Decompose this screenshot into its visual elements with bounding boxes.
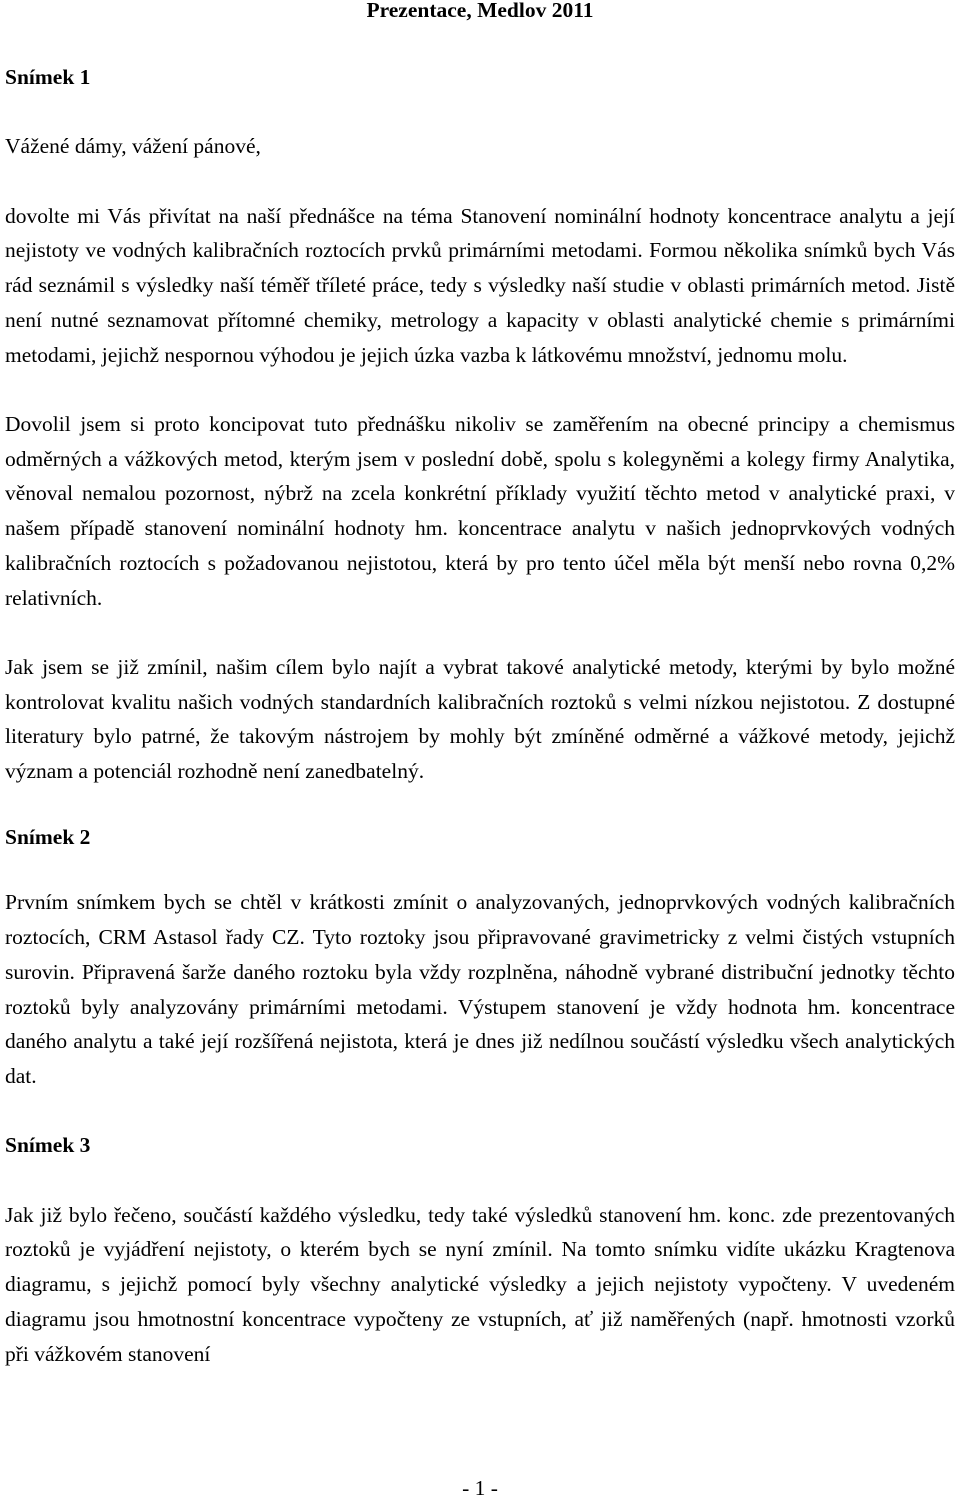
document-title: Prezentace, Medlov 2011: [366, 0, 594, 22]
section-heading-snimek-3: Snímek 3: [5, 1133, 91, 1158]
document-body: [5, 60, 955, 1371]
greeting-line: Vážené dámy, vážení pánové,: [5, 134, 261, 159]
paragraph-goal: Jak jsem se již zmínil, našim cílem bylo najít a vybrat takové analytické metody, kterými by bylo možné kontrolovat kvalitu našich vodných standardních kalibračních roztoků s velmi nízkou nejistotou. Z dostupné literatury bylo patrné, že takovým nástrojem by mohly být zmíněné odměrné a vážkové metody, jejichž význam a potenciál rozhodně není zanedbatelný.: [5, 654, 955, 783]
paragraph-focus: Dovolil jsem si proto koncipovat tuto přednášku nikoliv se zaměřením na obecné principy a chemismus odměrných a vážkových metod, kterým jsem v poslední době, spolu s kolegyněmi a kolegy firmy Analytika, věnoval nemalou pozornost, nýbrž na zcela konkrétní příklady využití těchto metod v analytické praxi, v našem případě stanovení nominální hodnoty hm. koncentrace analytu v našich jednoprvkových vodných kalibračních roztocích s požadovanou nejistotou, která by pro tento účel měla být menší nebo rovna 0,2% relativních.: [5, 411, 955, 610]
page-number: - 1 -: [462, 1476, 498, 1500]
paragraph-slide-2: Prvním snímkem bych se chtěl v krátkosti zmínit o analyzovaných, jednoprvkových vodných kalibračních roztocích, CRM Astasol řady CZ. Tyto roztoky jsou připravované gravimetricky z velmi čistých vstupních surovin. Připravená šarže daného roztoku byla vždy rozplněna, náhodně vybrané distribuční jednotky těchto roztoků byly analyzovány primárními metodami. Výstupem stanovení je vždy hodnota hm. koncentrace daného analytu a také její rozšířená nejistota, která je dnes již nedílnou součástí výsledku všech analytických dat.: [5, 890, 955, 1088]
section-heading-snimek-1: Snímek 1: [5, 65, 91, 89]
section-heading-snimek-2: Snímek 2: [5, 824, 91, 849]
paragraph-slide-3: Jak již bylo řečeno, součástí každého výsledku, tedy také výsledků stanovení hm. konc. zde prezentovaných roztoků je vyjádření nejistoty, o kterém bych se nyní zmínil. Na tomto snímku vidíte ukázku Kragtenova diagramu, s jejichž pomocí byly všechny analytické výsledky a jejich nejistoty vypočteny. V uvedeném diagramu jsou hmotnostní koncentrace vypočteny ze vstupních, ať již naměřených (např. hmotnosti vzorků při vážkovém stanovení: [5, 1202, 955, 1366]
paragraph-intro: dovolte mi Vás přivítat na naší přednášce na téma Stanovení nominální hodnoty koncentrace analytu a její nejistoty ve vodných kalibračních roztocích prvků primárními metodami. Formou několika snímků bych Vás rád seznámil s výsledky naší téměř tříleté práce, tedy s výsledky naší studie v oblasti primárních metod. Jistě není nutné seznamovat přítomné chemiky, metrology a kapacity v oblasti analytické chemie s primárními metodami, jejichž nespornou výhodou je jejich úzka vazba k látkovému množství, jednomu molu.: [5, 203, 955, 367]
